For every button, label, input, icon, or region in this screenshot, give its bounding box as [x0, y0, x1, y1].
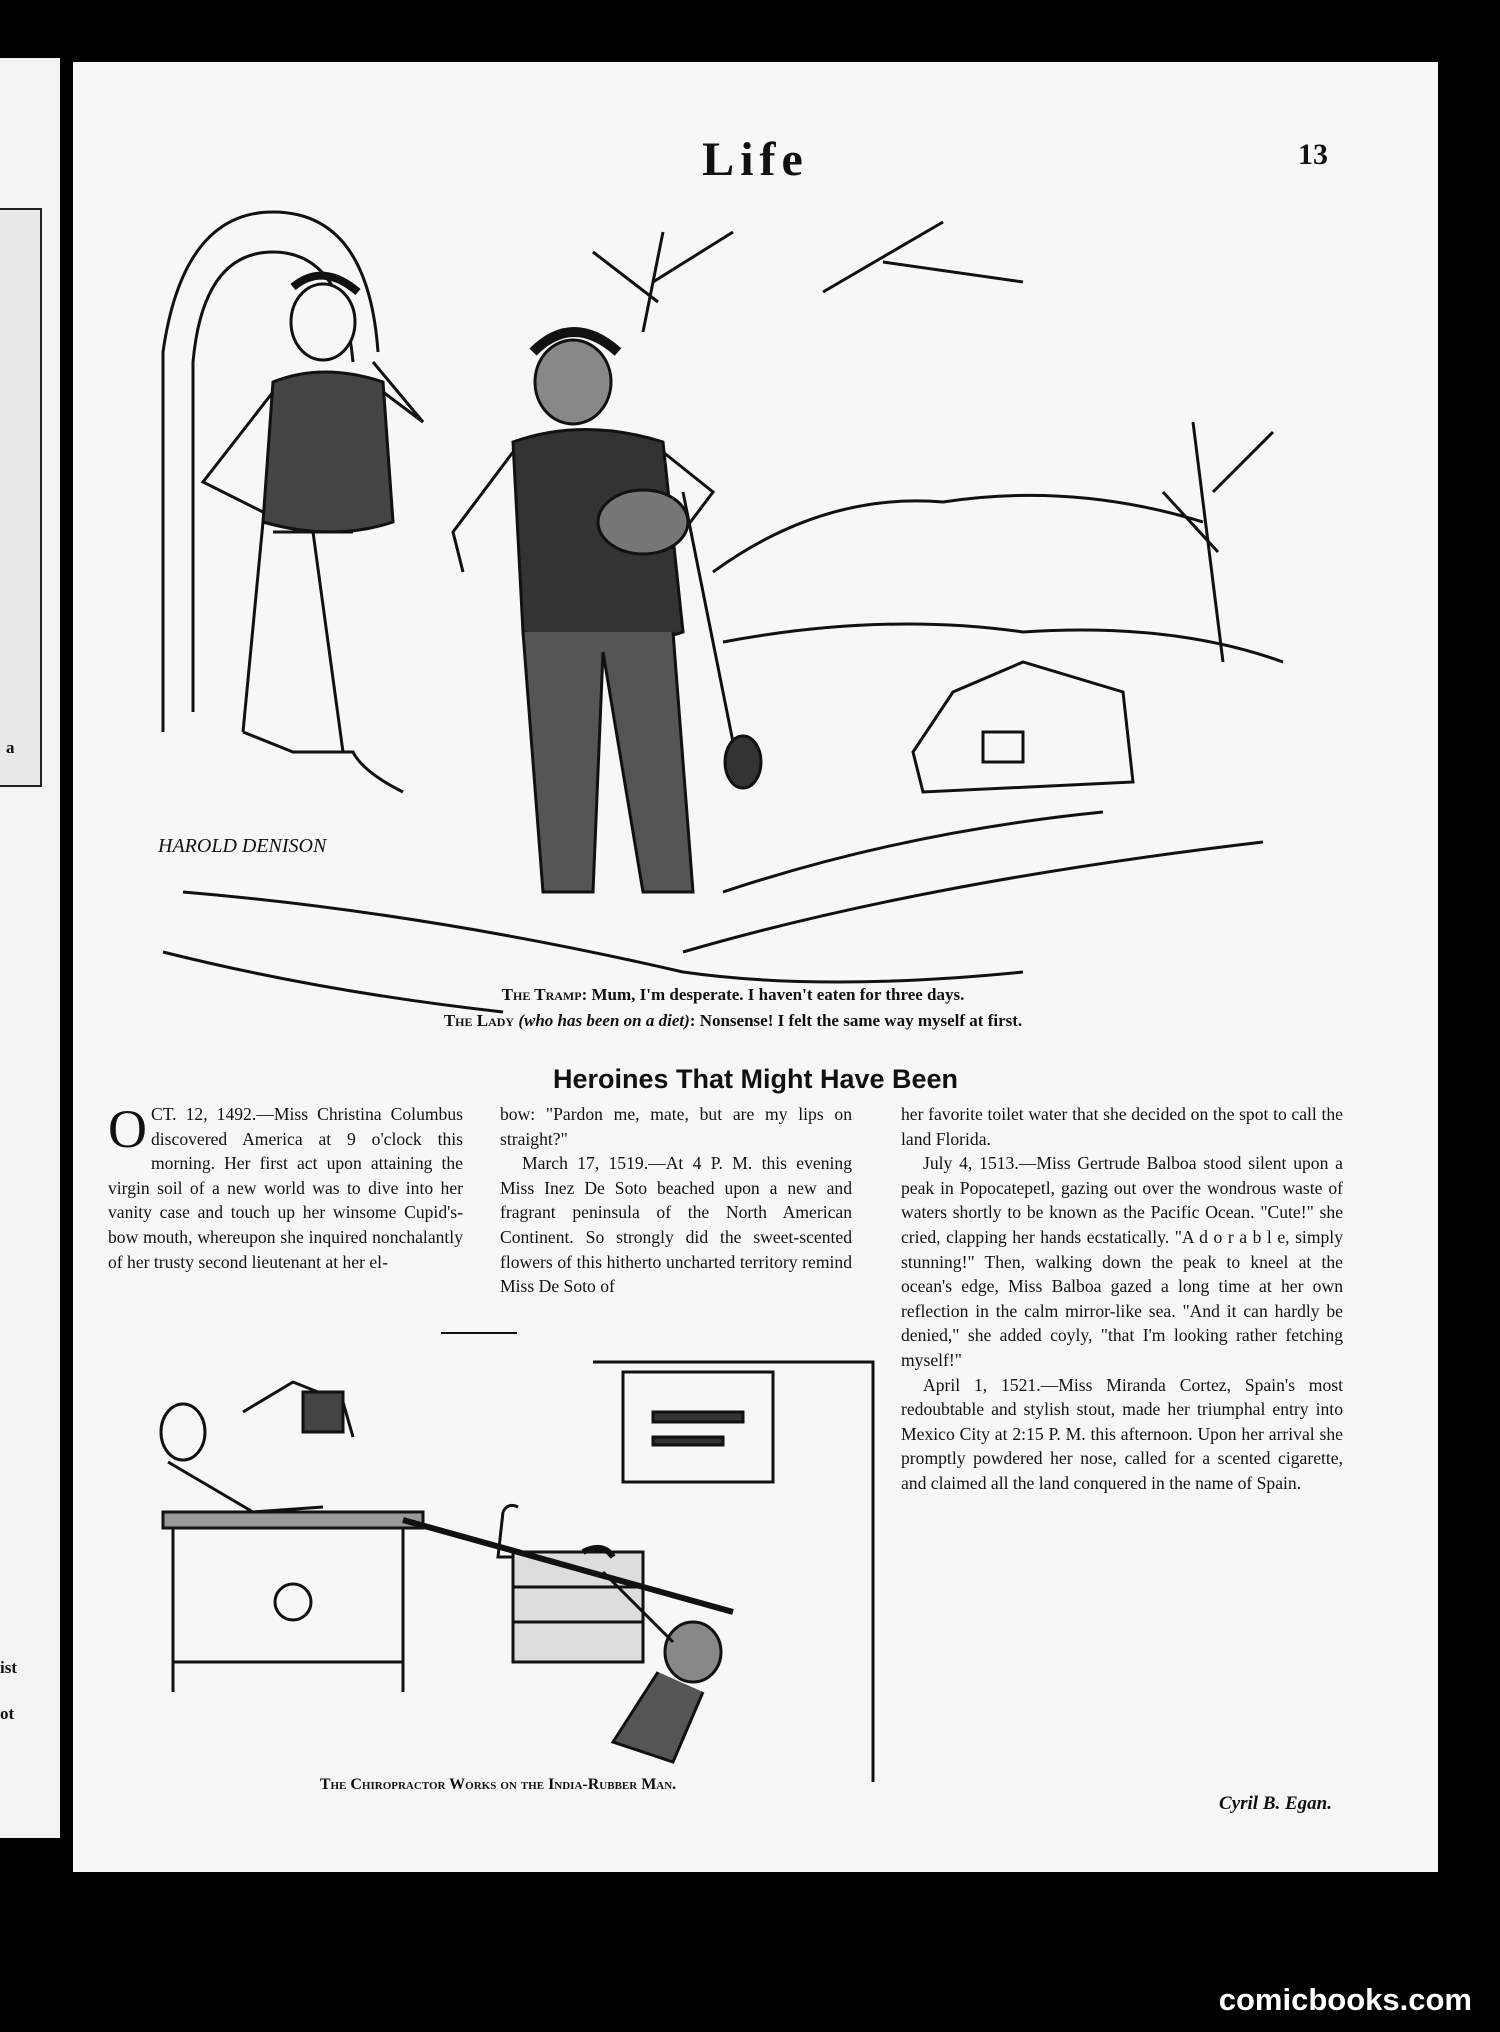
- chiropractor-cartoon: [113, 1342, 883, 1792]
- byline: Cyril B. Egan.: [1219, 1793, 1332, 1814]
- article-column-2: [500, 1102, 852, 1299]
- cartoon1-caption: [123, 982, 1343, 1034]
- page-number: 13: [1298, 138, 1328, 171]
- paragraph-columbus: [108, 1099, 463, 1274]
- cartoon2-caption: [113, 1772, 883, 1798]
- dropcap: O: [108, 1099, 147, 1159]
- tramp-and-lady-drawing: [123, 192, 1343, 1042]
- site-watermark: comicbooks.com: [1218, 1982, 1472, 2017]
- paragraph-columbus-text: CT. 12, 1492.—Miss Christina Columbus discovered America at 9 o'clock this morning. Her first act upon attaining the virgin soil of a new world was to dive into her vanity case and touch up her winsome Cupid's-bow mouth, whereupon she inquired nonchalantly of her trusty second lieutenant at her el-: [108, 1104, 463, 1272]
- facing-page-fragment: ot: [0, 1704, 15, 1723]
- paragraph-columbus-cont: bow: "Pardon me, mate, but are my lips on straight?": [500, 1104, 852, 1149]
- article-title: Heroines That Might Have Been: [552, 1064, 959, 1094]
- magazine-page: [73, 62, 1438, 1872]
- paragraph-de-soto: March 17, 1519.—At 4 P. M. this evening Miss Inez De Soto beached upon a new and fragrant peninsula of the North American Continent. So strongly did the sweet-scented flowers of this hitherto uncharted territory remind Miss De Soto of: [500, 1153, 852, 1297]
- caption-line-tramp: [123, 982, 1343, 1008]
- column-divider-rule: [441, 1332, 517, 1334]
- paragraph-balboa: July 4, 1513.—Miss Gertrude Balboa stood silent upon a peak in Popocatepetl, gazing out over the wondrous waste of waters shortly to be known as the Pacific Ocean. "Cute!" she cried, clapping her hands ecstatically. "A d o r a b l e, simply stunning!" Then, walking down the peak to kneel at the ocean's edge, Miss Balboa gazed a long time at her own reflection in the calm mirror-like sea. "And it can hardly be denied," she added coyly, "that I'm looking rather fetching myself!": [901, 1153, 1343, 1370]
- speaker-tramp: The Tramp: [501, 985, 582, 1004]
- tramp-figure: [453, 332, 761, 892]
- facing-page-illustration-edge: [0, 208, 42, 787]
- paragraph-de-soto-cont: her favorite toilet water that she decided on the spot to call the land Florida.: [901, 1104, 1343, 1149]
- lady-figure: [203, 276, 423, 792]
- masthead: Life: [702, 133, 809, 186]
- article-column-1: [108, 1099, 463, 1274]
- article-column-3: [901, 1102, 1343, 1496]
- speaker-lady: The Lady: [443, 1011, 515, 1030]
- tramp-and-lady-cartoon: [123, 192, 1343, 1042]
- lady-aside: (who has been on a diet): [518, 1011, 690, 1030]
- chiropractor-drawing: [113, 1342, 883, 1792]
- caption-line-lady: [123, 1008, 1343, 1034]
- facing-page-strip: [0, 58, 60, 1838]
- facing-page-fragment: ist: [0, 1658, 17, 1677]
- paragraph-cortez: April 1, 1521.—Miss Miranda Cortez, Spain's most redoubtable and stylish stout, made her triumphal entry into Mexico City at 2:15 P. M. this afternoon. Upon her arrival she promptly powdered her nose, called for a scented cigarette, and claimed all the land conquered in the name of Spain.: [901, 1374, 1343, 1493]
- chiropractor-caption: The Chiropractor Works on the India-Rubber Man.: [319, 1776, 677, 1793]
- facing-page-fragment: a: [6, 738, 15, 757]
- artist-signature: HAROLD DENISON: [158, 835, 327, 857]
- lady-line: : Nonsense! I felt the same way myself at first.: [689, 1011, 1023, 1030]
- tramp-line: : Mum, I'm desperate. I haven't eaten for three days.: [581, 985, 965, 1004]
